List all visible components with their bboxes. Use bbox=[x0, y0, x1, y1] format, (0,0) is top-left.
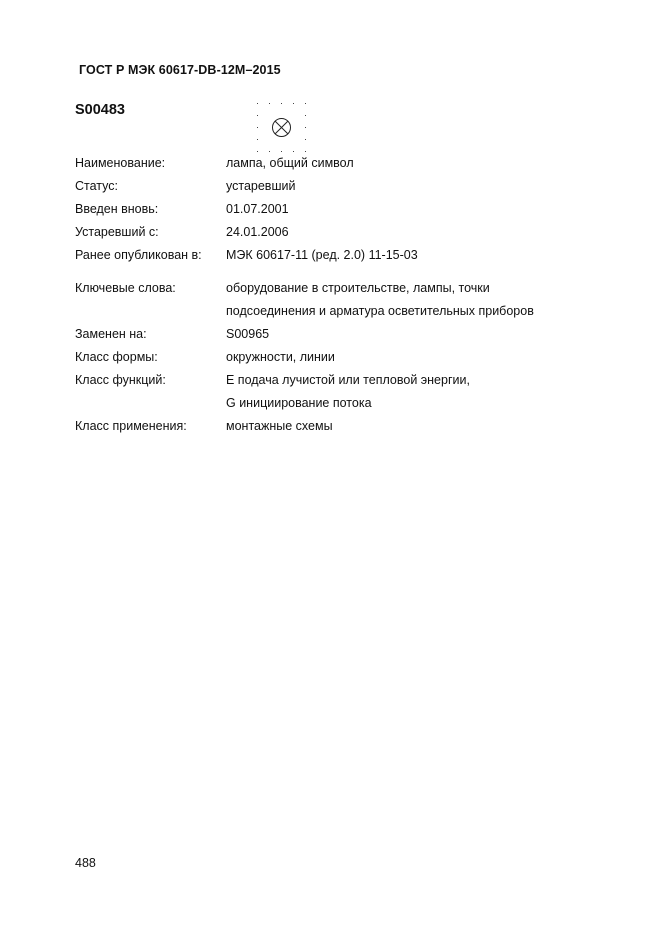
property-value-line: подсоединения и арматура осветительных приборов bbox=[226, 304, 534, 318]
properties-table bbox=[75, 152, 615, 438]
property-value-line: оборудование в строительстве, лампы, точки bbox=[226, 281, 490, 295]
lamp-cross-circle-icon bbox=[255, 101, 309, 153]
property-value: МЭК 60617-11 (ред. 2.0) 11-15-03 bbox=[226, 248, 418, 262]
property-label: Заменен на: bbox=[75, 327, 147, 341]
property-function-class-row bbox=[75, 369, 615, 415]
property-label: Устаревший с: bbox=[75, 225, 159, 239]
property-published-row bbox=[75, 244, 615, 267]
property-label: Класс применения: bbox=[75, 419, 187, 433]
document-header: ГОСТ Р МЭК 60617-DB-12M–2015 bbox=[79, 63, 281, 77]
property-label: Класс формы: bbox=[75, 350, 158, 364]
property-form-class-row bbox=[75, 346, 615, 369]
page-number: 488 bbox=[75, 856, 96, 870]
property-label: Введен вновь: bbox=[75, 202, 159, 216]
property-value-line: G инициирование потока bbox=[226, 396, 372, 410]
property-replaced-row bbox=[75, 323, 615, 346]
property-label: Наименование: bbox=[75, 156, 166, 170]
property-value-line: Е подача лучистой или тепловой энергии, bbox=[226, 373, 470, 387]
property-name-row bbox=[75, 152, 615, 175]
property-status-row bbox=[75, 175, 615, 198]
property-label: Ранее опубликован в: bbox=[75, 248, 202, 262]
property-obsolete-row bbox=[75, 221, 615, 244]
property-value: 01.07.2001 bbox=[226, 202, 289, 216]
property-value: окружности, линии bbox=[226, 350, 335, 364]
property-value: устаревший bbox=[226, 179, 296, 193]
property-label: Статус: bbox=[75, 179, 118, 193]
property-value: монтажные схемы bbox=[226, 419, 333, 433]
property-value: 24.01.2006 bbox=[226, 225, 289, 239]
property-value: S00965 bbox=[226, 327, 270, 341]
property-application-class-row bbox=[75, 415, 615, 438]
symbol-graphic bbox=[255, 101, 309, 153]
property-value: лампа, общий символ bbox=[226, 156, 354, 170]
property-introduced-row bbox=[75, 198, 615, 221]
symbol-code: S00483 bbox=[75, 102, 125, 118]
property-keywords-row bbox=[75, 277, 615, 323]
property-label: Ключевые слова: bbox=[75, 281, 176, 295]
property-label: Класс функций: bbox=[75, 373, 166, 387]
